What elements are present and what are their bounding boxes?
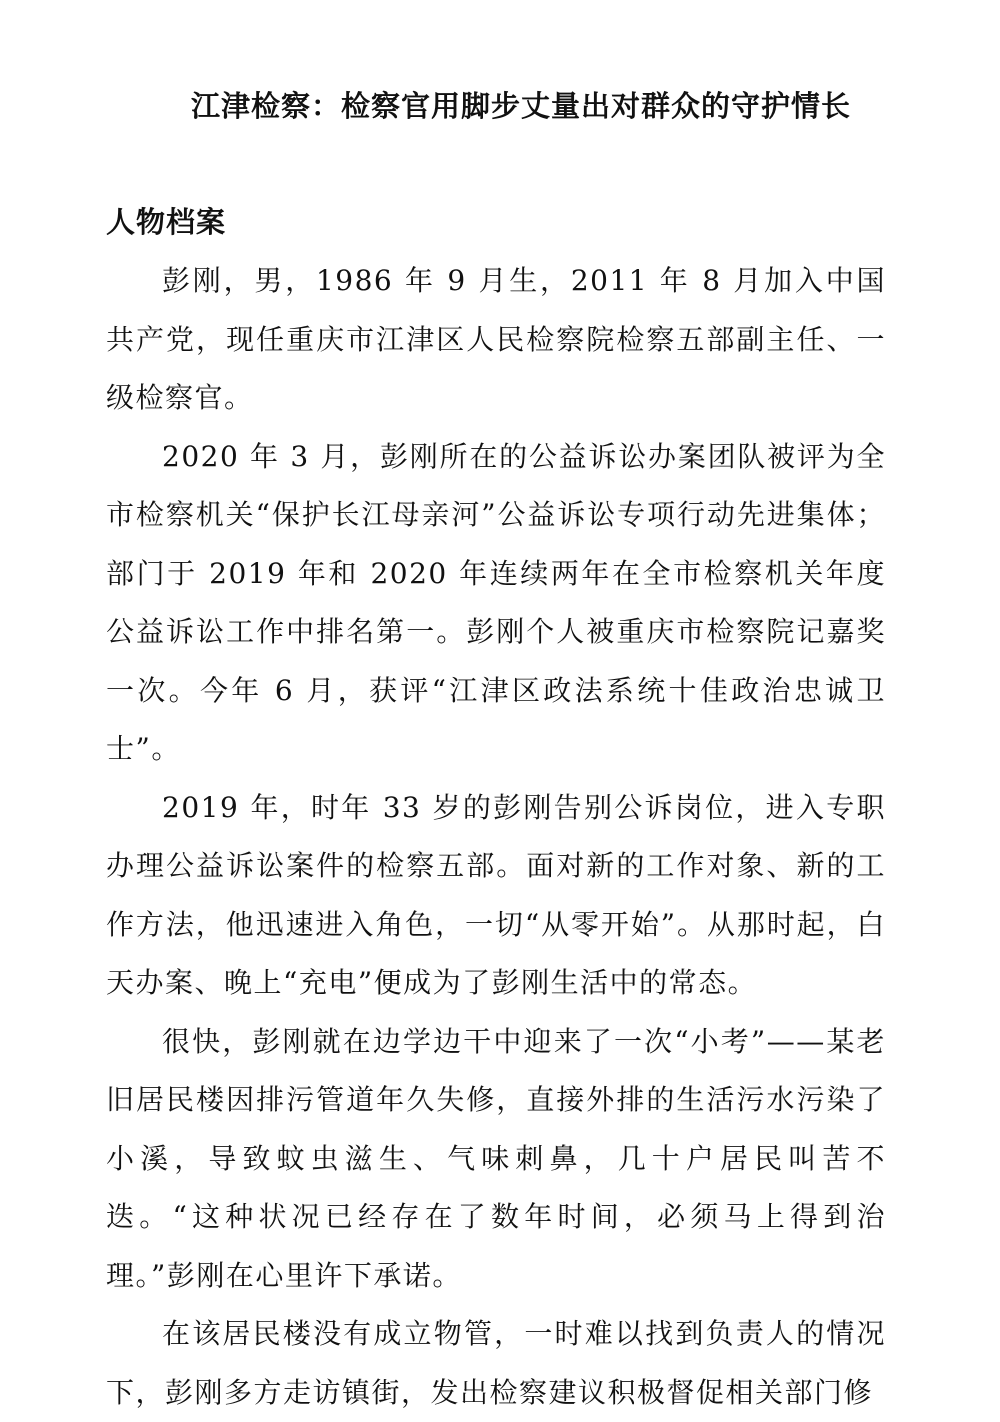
paragraph-action: 在该居民楼没有成立物管，一时难以找到负责人的情况下，彭刚多方走访镇街，发出检察建议积极督促相关部门修 [106, 1317, 886, 1409]
paragraph-case: 很快，彭刚就在边学边干中迎来了一次“小考”——某老旧居民楼因排污管道年久失修，直接外排的生活污水污染了小溪，导致蚊虫滋生、气味刺鼻，几十户居民叫苦不迭。“这种状况已经存在了数年时间，必须马上得到治理。”彭刚在心里许下承诺。 [106, 1024, 886, 1292]
section-heading: 人物档案 [106, 205, 227, 239]
body-text [106, 252, 886, 1422]
paragraph-honors: 2020 年 3 月，彭刚所在的公益诉讼办案团队被评为全市检察机关“保护长江母亲河”公益诉讼专项行动先进集体；部门于 2019 年和 2020 年连续两年在全市检察机关年度公益诉讼工作中排名第一。彭刚个人被重庆市检察院记嘉奖一次。今年 6 月，获评“江津区政法系统十佳政治忠诚卫士”。 [106, 439, 886, 765]
document-title: 江津检察：检察官用脚步丈量出对群众的守护情长 [190, 89, 851, 123]
paragraph-profile: 彭刚，男，1986 年 9 月生，2011 年 8 月加入中国共产党，现任重庆市江津区人民检察院检察五部副主任、一级检察官。 [106, 264, 886, 414]
paragraph-career: 2019 年，时年 33 岁的彭刚告别公诉岗位，进入专职办理公益诉讼案件的检察五部。面对新的工作对象、新的工作方法，他迅速进入角色，一切“从零开始”。从那时起，白天办案、晚上“充电”便成为了彭刚生活中的常态。 [106, 790, 886, 999]
